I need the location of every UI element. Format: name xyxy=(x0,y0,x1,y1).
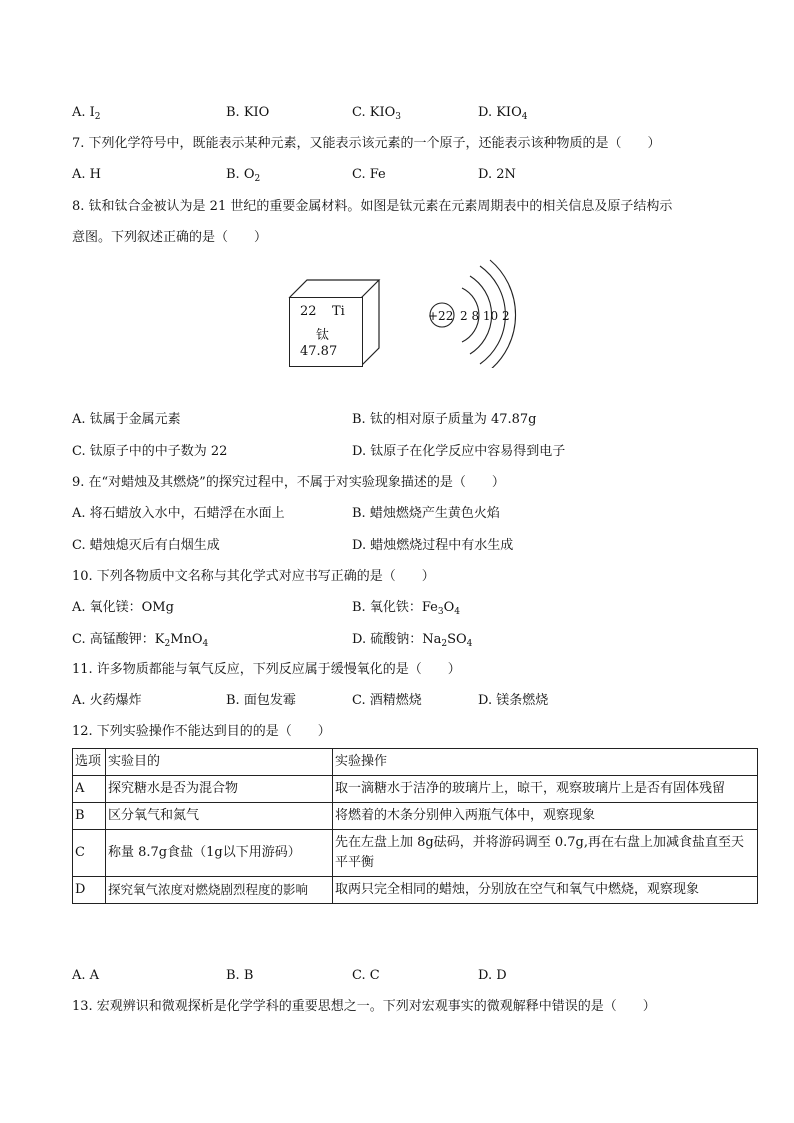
table-cell: 取两只完全相同的蜡烛，分别放在空气和氧气中燃烧，观察现象 xyxy=(333,877,758,904)
q6-option-b[interactable]: B. KIO xyxy=(226,105,270,120)
table-cell: C xyxy=(73,830,106,877)
atomic-mass: 47.87 xyxy=(300,344,338,359)
q11-option-a[interactable]: A. 火药爆炸 xyxy=(72,693,142,708)
table-row xyxy=(73,830,758,877)
q12-option-b[interactable]: B. B xyxy=(226,968,254,983)
q10-option-b[interactable]: B. 氧化铁：$Fe_3O_4$ xyxy=(352,600,460,617)
table-row xyxy=(73,803,758,830)
q6-option-d[interactable]: D. $KIO_4$ xyxy=(478,105,528,122)
q11-option-d[interactable]: D. 镁条燃烧 xyxy=(478,693,549,708)
q9-option-b[interactable]: B. 蜡烛燃烧产生黄色火焰 xyxy=(352,506,500,521)
q10-stem: 10. 下列各物质中文名称与其化学式对应书写正确的是（ ） xyxy=(72,569,435,584)
table-header-cell: 实验目的 xyxy=(106,749,333,776)
q8-option-c[interactable]: C. 钛原子中的中子数为 22 xyxy=(72,444,228,459)
q8-option-a[interactable]: A. 钛属于金属元素 xyxy=(72,412,181,427)
table-cell: A xyxy=(73,776,106,803)
q9-option-d[interactable]: D. 蜡烛燃烧过程中有水生成 xyxy=(352,538,514,553)
table-row xyxy=(73,776,758,803)
q8-option-d[interactable]: D. 钛原子在化学反应中容易得到电子 xyxy=(352,444,566,459)
q9-stem: 9. 在“对蜡烛及其燃烧”的探究过程中，不属于对实验现象描述的是（ ） xyxy=(72,475,505,490)
q12-stem: 12. 下列实验操作不能达到目的的是（ ） xyxy=(72,724,331,739)
element-name: 钛 xyxy=(316,328,330,343)
q10-option-c[interactable]: C. 高锰酸钾：$K_2MnO_4$ xyxy=(72,632,209,649)
q11-stem: 11. 许多物质都能与氧气反应，下列反应属于缓慢氧化的是（ ） xyxy=(72,662,461,677)
table-cell: 先在左盘上加 8g砝码，并将游码调至 0.7g,再在右盘上加减食盐直至天平平衡 xyxy=(333,830,758,877)
element-tile-titanium xyxy=(289,297,363,367)
q7-option-c[interactable]: C. Fe xyxy=(352,167,386,182)
q8-stem-line2: 意图。下列叙述正确的是（ ） xyxy=(72,230,268,245)
q7-option-a[interactable]: A. H xyxy=(72,167,101,182)
q8-stem-line1: 8. 钛和钛合金被认为是 21 世纪的重要金属材料。如图是钛元素在元素周期表中的相关信息及原子结构示 xyxy=(72,199,673,214)
q8-option-b[interactable]: B. 钛的相对原子质量为 47.87g xyxy=(352,412,537,427)
table-cell: 区分氧气和氮气 xyxy=(106,803,333,830)
q6-option-a[interactable]: A. $I_2$ xyxy=(72,105,101,122)
nucleus-charge: +22 xyxy=(428,309,454,323)
table-cell: B xyxy=(73,803,106,830)
table-header-cell: 选项 xyxy=(73,749,106,776)
atomic-number: 22 xyxy=(300,304,317,319)
q10-option-a[interactable]: A. 氧化镁：OMg xyxy=(72,600,174,615)
q9-option-c[interactable]: C. 蜡烛熄灭后有白烟生成 xyxy=(72,538,220,553)
electron-shells: 2 8 10 2 xyxy=(460,309,510,323)
q7-option-d[interactable]: D. 2N xyxy=(478,167,516,182)
q11-option-c[interactable]: C. 酒精燃烧 xyxy=(352,693,422,708)
element-symbol: Ti xyxy=(332,304,345,319)
q12-table xyxy=(72,748,758,904)
table-cell: 称量 8.7g食盐（1g以下用游码） xyxy=(106,830,333,877)
q10-option-d[interactable]: D. 硫酸钠：$Na_2SO_4$ xyxy=(352,632,473,649)
q11-option-b[interactable]: B. 面包发霉 xyxy=(226,693,296,708)
table-cell: 将燃着的木条分别伸入两瓶气体中，观察现象 xyxy=(333,803,758,830)
q7-stem: 7. 下列化学符号中，既能表示某种元素，又能表示该元素的一个原子，还能表示该种物质的是（ ） xyxy=(72,136,661,151)
q9-option-a[interactable]: A. 将石蜡放入水中，石蜡浮在水面上 xyxy=(72,506,285,521)
table-header-cell: 实验操作 xyxy=(333,749,758,776)
q6-option-c[interactable]: C. $KIO_3$ xyxy=(352,105,401,122)
q13-stem: 13. 宏观辨识和微观探析是化学学科的重要思想之一。下列对宏观事实的微观解释中错误的是（ ） xyxy=(72,999,656,1014)
q7-option-b[interactable]: B. $O_2$ xyxy=(226,167,261,184)
q12-option-d[interactable]: D. D xyxy=(478,968,507,983)
table-cell: 探究氧气浓度对燃烧剧烈程度的影响 xyxy=(106,877,333,904)
table-cell: D xyxy=(73,877,106,904)
table-cell: 取一滴糖水于洁净的玻璃片上，晾干，观察玻璃片上是否有固体残留 xyxy=(333,776,758,803)
table-header-row xyxy=(73,749,758,776)
q12-option-c[interactable]: C. C xyxy=(352,968,380,983)
q12-option-a[interactable]: A. A xyxy=(72,968,100,983)
table-cell: 探究糖水是否为混合物 xyxy=(106,776,333,803)
table-row xyxy=(73,877,758,904)
